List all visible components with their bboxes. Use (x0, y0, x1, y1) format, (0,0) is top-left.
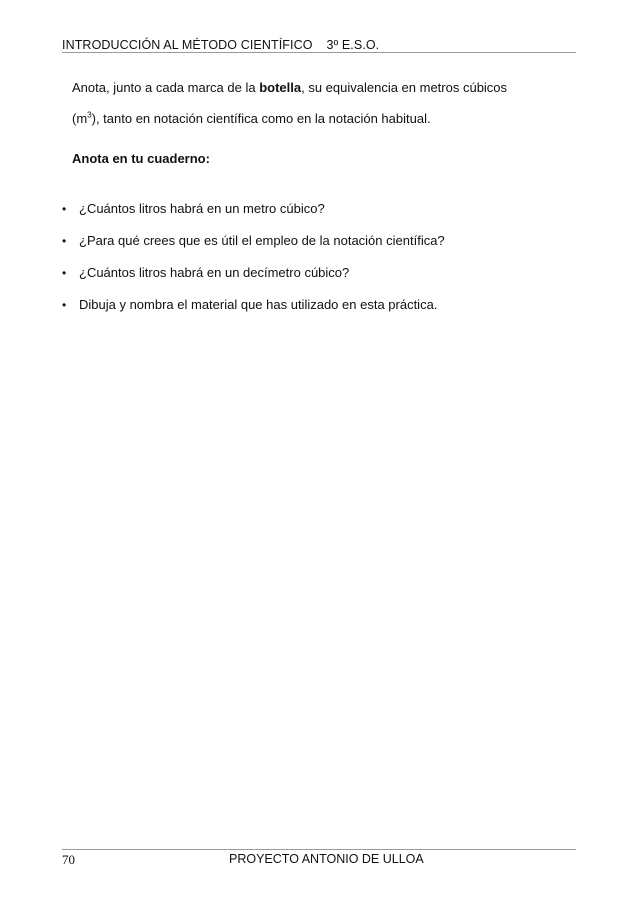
intro-text-part1: Anota, junto a cada marca de la (72, 80, 260, 95)
question-text: ¿Cuántos litros habrá en un metro cúbico? (79, 201, 325, 216)
notebook-subheading: Anota en tu cuaderno: (72, 151, 210, 166)
header-divider (62, 52, 576, 53)
bullet-icon: • (62, 202, 67, 216)
header-title: INTRODUCCIÓN AL MÉTODO CIENTÍFICO (62, 38, 313, 52)
header-course: 3º E.S.O. (326, 38, 380, 52)
intro-text-part2: , su equivalencia en metros cúbicos (301, 80, 508, 95)
question-text: ¿Para qué crees que es útil el empleo de la notación científica? (79, 233, 445, 248)
intro-text-rest: ), tanto en notación científica como en la notación habitual. (91, 111, 431, 126)
page-header (62, 38, 576, 52)
footer-divider (62, 849, 576, 850)
bullet-icon: • (62, 266, 67, 280)
bullet-icon: • (62, 298, 67, 312)
question-text: Dibuja y nombra el material que has utilizado en esta práctica. (79, 297, 438, 312)
intro-unit-open: (m (72, 111, 88, 126)
intro-unit-exponent: 3 (87, 110, 92, 120)
intro-bold-word: botella (259, 80, 302, 95)
intro-line-1 (72, 80, 576, 96)
bullet-icon: • (62, 234, 67, 248)
footer-project-title: PROYECTO ANTONIO DE ULLOA (229, 852, 424, 866)
page-number: 70 (62, 852, 75, 867)
question-text: ¿Cuántos litros habrá en un decímetro cúbico? (79, 265, 350, 280)
intro-line-2 (72, 111, 576, 127)
